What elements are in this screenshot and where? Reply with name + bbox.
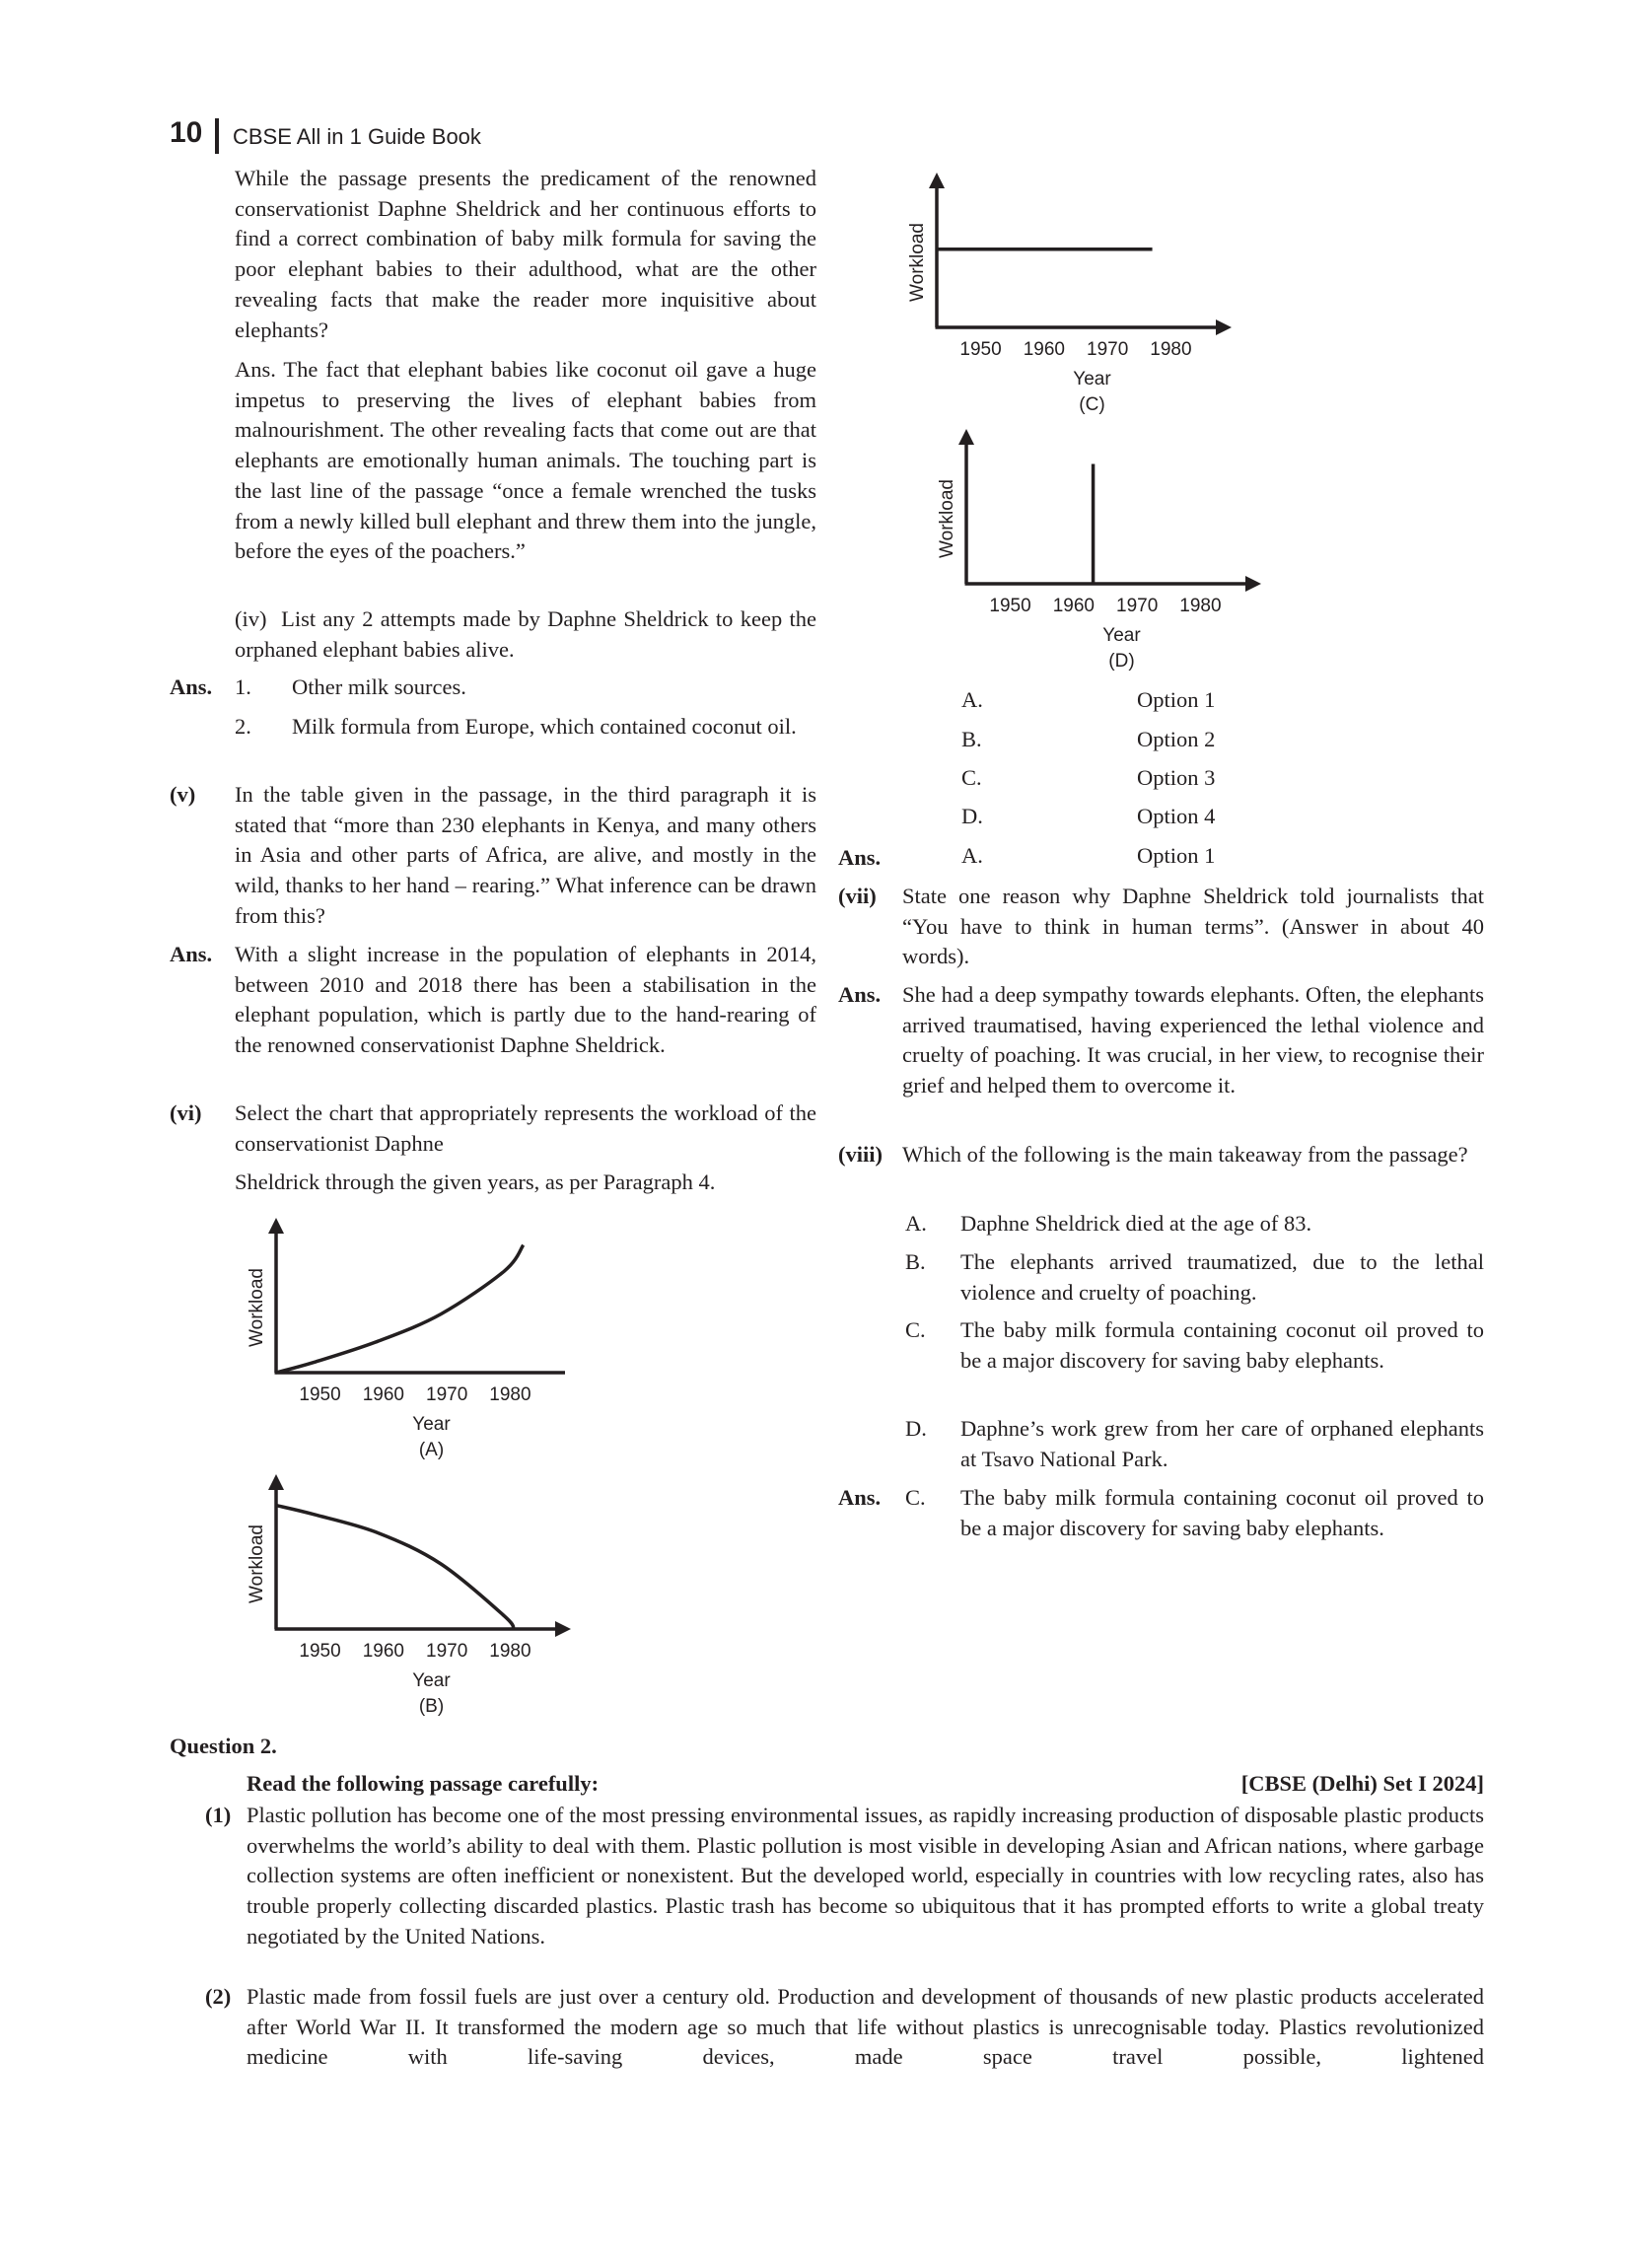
x-tick-label: 1960 [1023,339,1065,360]
x-tick-label: 1970 [1116,596,1159,616]
q-vii-answer: She had a deep sympathy towards elephants. Often, the elephants arrived traumatised, having experienced the lethal violence and cruelty of poaching. It was crucial, in her view, to recognise their grief and helped them to overcome it. [902,982,1484,1099]
option-text: Option 1 [1137,687,1216,712]
q-iii-answer: Ans. The fact that elephant babies like coconut oil gave a huge impetus to preserving the lives of elephant babies from malnourishment. The other revealing facts that come out are that elephants are emotionally human animals. The touching part is the last line of the passage “once a female wrenched the tusks from a newly killed bull elephant and threw them into the jungle, before the eyes of the poachers.” [235,357,816,564]
q-viii-label: (viii) [838,1142,883,1167]
q-viii-option-b[interactable]: The elephants arrived traumatized, due to the lethal violence and cruelty of poaching. [960,1249,1484,1305]
x-tick-label: 1980 [489,1384,531,1405]
q2-para-1: Plastic pollution has become one of the most pressing environmental issues, as rapidly increasing production of disposable plastic products overwhelms the world’s ability to deal with them. Plastic pollution is most visible in developing Asian and African nations, where garbage collection systems are often inefficient or nonexistent. But the developed world, especially in countries with low recycling rates, also has trouble properly collecting discarded plastics. Plastic trash has become so ubiquitous that it has prompted efforts to write a global treaty negotiated by the United Nations. [247,1803,1484,1949]
question-2-source: [CBSE (Delhi) Set I 2024] [1240,1771,1484,1796]
q-viii-question: Which of the following is the main takeaway from the passage? [902,1142,1468,1167]
x-axis-arrow-icon [1216,319,1232,335]
y-axis-label: Workload [907,223,928,302]
chart-caption: (A) [418,1440,445,1459]
q2-para-2-num: (2) [205,1984,232,2009]
q-iv-label: (iv) [235,606,267,631]
chart-d [917,419,1282,671]
option-text: Option 3 [1137,765,1216,790]
book-title: CBSE All in 1 Guide Book [233,124,481,149]
q-viii-ans-label: Ans. [838,1485,882,1510]
q-iv-text: List any 2 attempts made by Daphne Sheldrick to keep the orphaned elephant babies alive. [235,606,816,662]
q-vi-question-2: Sheldrick through the given years, as per Paragraph 4. [235,1169,716,1194]
x-tick-label: 1980 [489,1641,531,1662]
x-tick-label: 1970 [426,1384,468,1405]
option-text: Option 2 [1137,727,1216,751]
x-axis-arrow-icon [1245,576,1261,592]
x-tick-label: 1950 [299,1384,341,1405]
q2-para-2: Plastic made from fossil fuels are just over a century old. Production and development of thousands of new plastic products accelerated after World War II. It transformed the modern age so much that life without plastics is unrecognisable today. Plastics revolutionized medicine with life-saving devices, made space travel possible, lightened [247,1984,1484,2070]
x-tick-label: 1970 [426,1641,468,1662]
x-tick-label: 1960 [1052,596,1095,616]
q-iv-ans-label: Ans. [170,674,213,699]
q-v-answer: With a slight increase in the population of elephants in 2014, between 2010 and 2018 there has been a stabilisation in the elephant population, which is partly due to the hand-rearing of the renowned conservationist Daphne Sheldrick. [235,942,816,1058]
y-axis-arrow-icon [268,1218,284,1234]
x-axis-label: Year [412,1414,451,1435]
chart-c [887,163,1252,414]
q-iv-question [235,604,816,665]
chart-b [227,1464,592,1716]
x-tick-label: 1950 [959,339,1002,360]
x-tick-label: 1980 [1179,596,1222,616]
q-iv-ans-2: Milk formula from Europe, which contained coconut oil. [292,714,797,739]
question-2-title: Question 2. [170,1734,277,1758]
y-axis-arrow-icon [929,173,945,188]
q-viii-ans-text: The baby milk formula containing coconut oil proved to be a major discovery for saving baby elephants. [960,1485,1484,1540]
x-axis-label: Year [1102,625,1141,646]
q-viii-opt-letter-b: B. [905,1249,926,1274]
q-iv-ans-num-2: 2. [235,714,251,739]
q-vii-ans-label: Ans. [838,982,882,1007]
q-vi-ans-text: Option 1 [1137,843,1216,868]
chart-caption: (B) [418,1696,445,1716]
q-viii-option-d[interactable]: Daphne’s work grew from her care of orphaned elephants at Tsavo National Park. [960,1416,1484,1471]
q-viii-option-a[interactable]: Daphne Sheldrick died at the age of 83. [960,1211,1312,1236]
x-axis-arrow-icon [555,1621,571,1637]
x-tick-label: 1960 [362,1641,404,1662]
q-vi-question-1: Select the chart that appropriately represents the workload of the conservationist Daphne [235,1100,816,1156]
y-axis-arrow-icon [268,1474,284,1490]
chart-caption: (D) [1108,651,1135,671]
header-divider [215,118,219,154]
q-iii-question: While the passage presents the predicament of the renowned conservationist Daphne Sheldrick and her continuous efforts to find a correct combination of baby milk formula for saving the poor elephant babies to their adulthood, what are the other revealing facts that make the reader more inquisitive about elephants? [235,166,816,342]
option-letter: B. [961,727,982,751]
q-vii-label: (vii) [838,884,877,908]
x-tick-label: 1970 [1087,339,1129,360]
x-axis-label: Year [1073,369,1111,390]
y-axis-label: Workload [247,1524,267,1603]
q-viii-ans-letter: C. [905,1485,926,1510]
q-v-label: (v) [170,782,196,807]
q-v-ans-label: Ans. [170,942,213,966]
x-tick-label: 1950 [299,1641,341,1662]
x-tick-label: 1950 [989,596,1031,616]
chart-a [227,1208,592,1459]
q-viii-option-c[interactable]: The baby milk formula containing coconut oil proved to be a major discovery for saving baby elephants. [960,1317,1484,1373]
question-2-instruction: Read the following passage carefully: [247,1771,600,1796]
x-axis-label: Year [412,1670,451,1691]
option-letter: C. [961,765,982,790]
series-line [276,1245,524,1373]
q-vi-ans-label: Ans. [838,845,882,870]
q-viii-opt-letter-a: A. [905,1211,927,1236]
y-axis-label: Workload [937,479,957,558]
series-line [276,1506,514,1629]
q-iv-ans-num-1: 1. [235,674,251,699]
q-vii-question: State one reason why Daphne Sheldrick told journalists that “You have to think in human terms”. (Answer in about 40 words). [902,884,1484,969]
x-tick-label: 1960 [362,1384,404,1405]
q-viii-opt-letter-d: D. [905,1416,927,1441]
option-letter: A. [961,687,983,712]
q-viii-opt-letter-c: C. [905,1317,926,1342]
q-v-question: In the table given in the passage, in the third paragraph it is stated that “more than 230 elephants in Kenya, and many others in Asia and other parts of Africa, are alive, and mostly in the wild, thanks to her hand – rearing.” What inference can be drawn from this? [235,782,816,928]
q2-para-1-num: (1) [205,1803,232,1827]
y-axis-arrow-icon [958,429,974,445]
chart-caption: (C) [1079,394,1105,414]
option-letter: D. [961,804,983,828]
q-vi-label: (vi) [170,1100,202,1125]
y-axis-label: Workload [247,1268,267,1347]
page-number: 10 [170,116,203,149]
q-iv-ans-1: Other milk sources. [292,674,466,699]
x-tick-label: 1980 [1150,339,1192,360]
q-vi-ans-letter: A. [961,843,983,868]
option-text: Option 4 [1137,804,1216,828]
